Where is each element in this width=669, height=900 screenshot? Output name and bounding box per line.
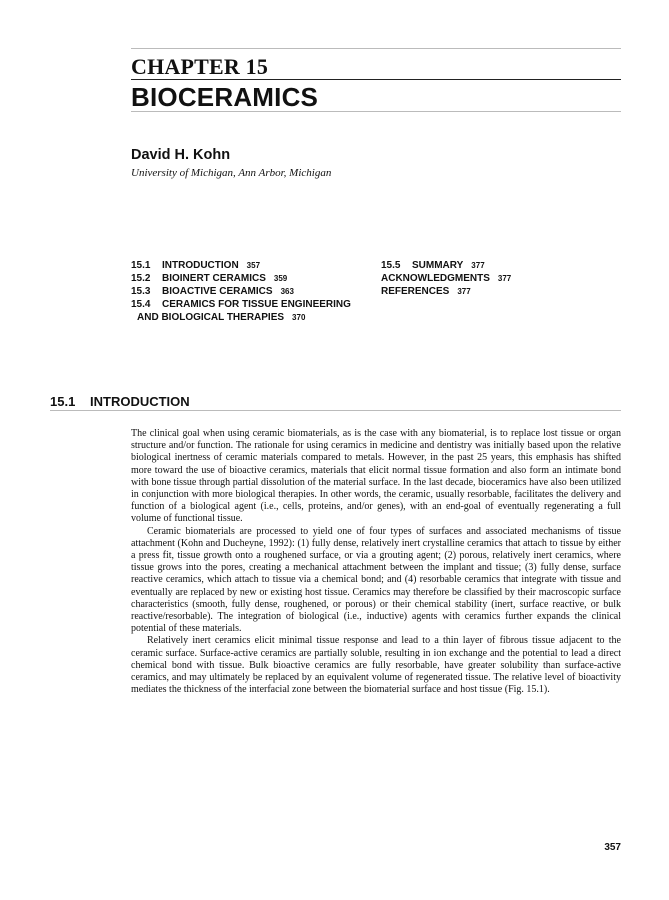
page-number: 357 (604, 842, 621, 853)
author-affiliation: University of Michigan, Ann Arbor, Michigan (131, 167, 332, 179)
toc-entry-title: INTRODUCTION (162, 260, 239, 271)
paragraph: Relatively inert ceramics elicit minimal tissue response and lead to a thin layer of fibrous tissue adjacent to the ceramic surface. Surface-active ceramics are partially soluble, resulting in ion exchange and the potential to lead a direct chemical bond with tissue. Bulk bioactive ceramics are fully resorbable, have greater solubility than surface-active ceramics, and may ultimately be replaced by an equivalent volume of regenerated tissue. The relative level of bioactivity mediates the thickness of the interfacial zone between the biomaterial surface and host tissue (Fig. 15.1). (131, 635, 621, 696)
header-middle-rule (131, 79, 621, 80)
toc-entry-number: 15.1 (131, 260, 151, 271)
toc-entry[interactable] (131, 285, 371, 298)
paragraph: Ceramic biomaterials are processed to yield one of four types of surfaces and associated mechanisms of tissue attachment (Kohn and Ducheyne, 1992): (1) fully dense, relatively inert crystalline ceramics that attach to tissue by either a press fit, tissue growth onto a roughened surface, or via a grouting agent; (2) porous, relatively inert ceramics, where tissue grows into the pores, creating a mechanical attachment between the implant and tissue; (3) fully dense, surface reactive ceramics, which attach to tissue via a chemical bond; and (4) resorbable ceramics that integrate with tissue and eventually are replaced by new or existing host tissue. Ceramics may therefore be classified by their macroscopic surface characteristics (smooth, fully dense, roughened, or porous) or their chemical stability (inert, surface reactive, or bulk reactive/resorbable). The integration of biological (i.e., inductive) agents with ceramics further expands the clinical potential of these materials. (131, 525, 621, 635)
section-heading (50, 394, 190, 409)
section-rule (50, 410, 621, 411)
table-of-contents-left (131, 259, 371, 324)
author-name: David H. Kohn (131, 147, 231, 163)
toc-entry-continuation[interactable] (131, 311, 371, 324)
body-text (131, 428, 621, 696)
toc-entry-title-continued: AND BIOLOGICAL THERAPIES (137, 312, 285, 323)
paragraph: The clinical goal when using ceramic biomaterials, as is the case with any biomaterial, is to replace lost tissue or organ structure and/or function. The rationale for using ceramics in medicine and dentistry was initially based upon the relative biological inertness of ceramic materials compared to metals. However, in the past 25 years, this emphasis has shifted more toward the use of bioactive ceramics, materials that elicit normal tissue formation and also form an intimate bond with bone tissue through partial dissolution of the material surface. In the last decade, bioceramics have also been utilized in conjunction with more biological therapies. In other words, the ceramic, usually resorbable, facilitates the delivery and function of a biological agent (i.e., cells, proteins, and/or genes), with an end-goal of eventually regenerating a full volume of functional tissue. (131, 428, 621, 525)
toc-entry-page: 363 (280, 287, 294, 296)
toc-entry-page: 370 (292, 313, 306, 322)
toc-entry-page: 359 (273, 274, 288, 283)
toc-entry-page: 377 (497, 274, 512, 283)
toc-entry-number: 15.5 (381, 260, 401, 271)
toc-entry-title: REFERENCES (381, 286, 450, 297)
toc-entry[interactable] (131, 272, 371, 285)
toc-entry-page: 377 (471, 261, 485, 270)
chapter-label: CHAPTER 15 (131, 54, 269, 79)
toc-entry-number: 15.3 (131, 286, 151, 297)
header-bottom-rule (131, 111, 621, 112)
toc-entry[interactable] (131, 298, 371, 311)
toc-entry-title: CERAMICS FOR TISSUE ENGINEERING (162, 299, 351, 310)
toc-entry[interactable] (381, 272, 621, 285)
toc-entry-title: BIOINERT CERAMICS (162, 273, 266, 284)
chapter-title: BIOCERAMICS (131, 82, 319, 112)
toc-entry[interactable] (381, 259, 621, 272)
toc-entry-page: 377 (457, 287, 471, 296)
table-of-contents-right (381, 259, 621, 298)
section-number: 15.1 (50, 394, 76, 409)
toc-entry-page: 357 (246, 261, 261, 270)
toc-entry[interactable] (381, 285, 621, 298)
toc-entry-title: BIOACTIVE CERAMICS (162, 286, 273, 297)
section-title: INTRODUCTION (90, 394, 190, 409)
toc-entry-title: ACKNOWLEDGMENTS (381, 273, 490, 284)
header-top-rule (131, 48, 621, 49)
toc-entry-title: SUMMARY (412, 260, 464, 271)
toc-entry[interactable] (131, 259, 371, 272)
toc-entry-number: 15.4 (131, 299, 151, 310)
toc-entry-number: 15.2 (131, 273, 151, 284)
